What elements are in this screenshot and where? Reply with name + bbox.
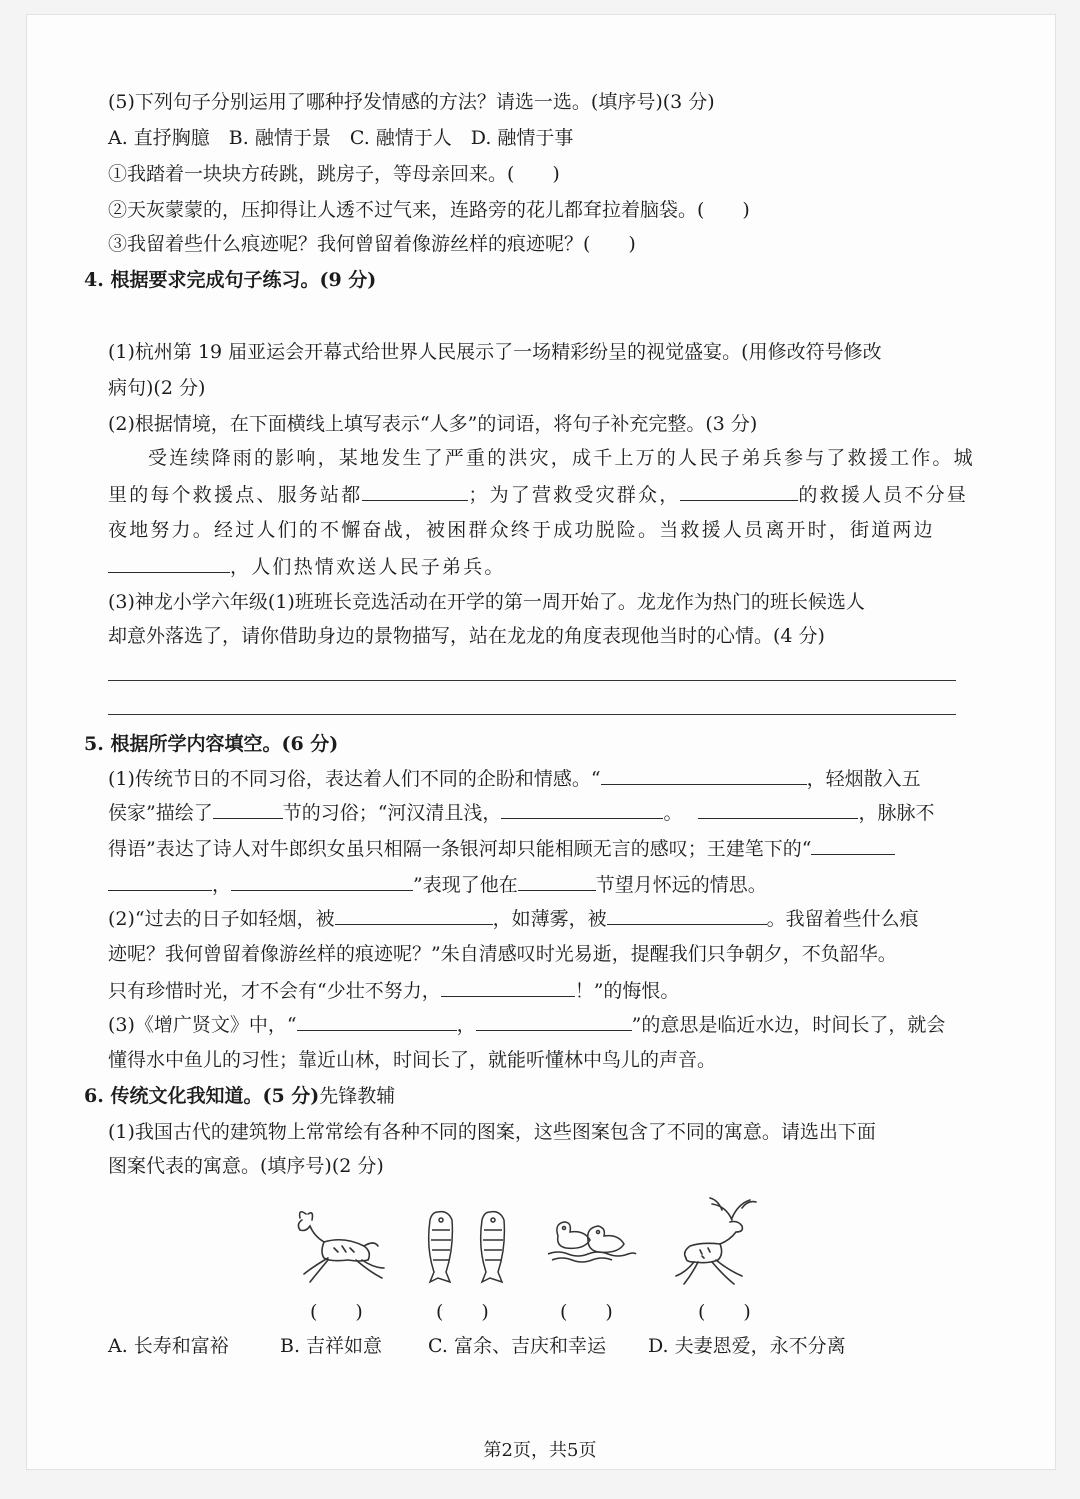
q5-2a: 侯家”描绘了: [108, 802, 213, 824]
q5-5b: ，如薄雾，被: [492, 908, 607, 930]
answer-blank[interactable]: [108, 870, 212, 891]
q5-8c: ”的意思是临近水边，时间长了，就会: [631, 1014, 946, 1036]
q3-5-sentence-1: ①我踏着一块块方砖跳，跳房子，等母亲回来。( ): [108, 163, 560, 185]
q5-1b: ，轻烟散入五: [806, 768, 921, 790]
answer-blank[interactable]: [518, 870, 596, 891]
q5-8a: (3)《增广贤文》中，“: [108, 1014, 297, 1036]
fish-pair-icon: [424, 1208, 510, 1286]
option-a: A. 长寿和富裕: [108, 1335, 229, 1357]
q4-story-2c: 的救援人员不分昼: [798, 484, 969, 506]
q4-2-prompt: (2)根据情境，在下面横线上填写表示“人多”的词语，将句子补充完整。(3 分): [108, 413, 758, 435]
q5-4b: ”表现了他在: [413, 874, 518, 896]
q4-story-line-3: 夜地努力。经过人们的不懈奋战，被困群众终于成功脱险。当救援人员离开时，街道两边: [108, 519, 935, 541]
q5-4a: ，: [212, 874, 232, 896]
answer-blank[interactable]: [441, 976, 575, 997]
answer-blank[interactable]: [213, 798, 283, 819]
q5-line-9: 懂得水中鱼儿的习性；靠近山林，时间长了，就能听懂林中鸟儿的声音。: [108, 1049, 717, 1071]
q5-5a: (2)“过去的日子如轻烟，被: [108, 908, 335, 930]
q4-3-line-1: (3)神龙小学六年级(1)班班长竞选活动在开学的第一周开始了。龙龙作为热门的班长候选人: [108, 591, 865, 613]
q5-2d: ，脉脉不: [858, 802, 935, 824]
goat-icon: [284, 1206, 388, 1286]
q5-8b: ，: [456, 1014, 476, 1036]
q5-line-3: [108, 834, 895, 863]
q4-story-4: ，人们热情欢送人民子弟兵。: [230, 556, 506, 578]
q5-line-1: [108, 764, 921, 793]
q6-1-line-2: 图案代表的寓意。(填序号)(2 分): [108, 1155, 384, 1177]
answer-blank[interactable]: [335, 904, 493, 925]
q5-line-5: [108, 904, 919, 933]
q6-title-tail: 先锋教辅: [319, 1085, 396, 1107]
q5-line-8: [108, 1010, 945, 1039]
q4-story-2a: 里的每个救援点、服务站都: [108, 484, 363, 506]
answer-blank[interactable]: [297, 1010, 457, 1031]
page-footer: 第2页，共5页: [483, 1440, 597, 1461]
answer-bracket[interactable]: ( ): [698, 1301, 751, 1323]
q5-7a: 只有珍惜时光，才不会有“少壮不努力，: [108, 980, 441, 1002]
answer-bracket[interactable]: ( ): [436, 1301, 489, 1323]
q5-7b: ！”的悔恨。: [574, 980, 680, 1002]
answer-blank[interactable]: [811, 834, 895, 855]
option-c: C. 富余、吉庆和幸运: [428, 1335, 606, 1357]
answer-blank[interactable]: [108, 552, 230, 573]
q3-5-options: A. 直抒胸臆 B. 融情于景 C. 融情于人 D. 融情于事: [108, 127, 574, 149]
q5-2b: 节的习俗；“河汉清且浅，: [282, 802, 502, 824]
answer-blank[interactable]: [231, 870, 413, 891]
answer-blank[interactable]: [476, 1010, 632, 1031]
q3-5-sentence-2: ②天灰蒙蒙的，压抑得让人透不过气来，连路旁的花儿都耷拉着脑袋。( ): [108, 199, 750, 221]
q4-3-line-2: 却意外落选了，请你借助身边的景物描写，站在龙龙的角度表现他当时的心情。(4 分): [108, 625, 825, 647]
q5-4c: 节望月怀远的情思。: [595, 874, 767, 896]
answer-line[interactable]: [108, 714, 956, 715]
q4-1-line-2: 病句)(2 分): [108, 377, 206, 399]
q3-5-prompt: (5)下列句子分别运用了哪种抒发情感的方法？请选一选。(填序号)(3 分): [108, 91, 715, 113]
answer-line[interactable]: [108, 680, 956, 681]
answer-blank[interactable]: [362, 480, 468, 501]
q5-title: 5. 根据所学内容填空。(6 分): [84, 733, 339, 755]
mandarin-ducks-icon: [544, 1212, 638, 1266]
q5-5c: 。我留着些什么痕: [766, 908, 919, 930]
answer-blank[interactable]: [607, 904, 767, 925]
q4-title: 4. 根据要求完成句子练习。(9 分): [84, 269, 377, 291]
q5-line-6: 迹呢？我何曾留着像游丝样的痕迹呢？”朱自清感叹时光易逝，提醒我们只争朝夕，不负韶华。: [108, 943, 897, 965]
option-d: D. 夫妻恩爱，永不分离: [648, 1335, 846, 1357]
deer-icon: [672, 1196, 776, 1288]
answer-blank[interactable]: [680, 480, 798, 501]
q6-title: 6. 传统文化我知道。(5 分): [84, 1085, 320, 1107]
q5-1a: (1)传统节日的不同习俗，表达着人们不同的企盼和情感。“: [108, 768, 601, 790]
q4-1-line-1: (1)杭州第 19 届亚运会开幕式给世界人民展示了一场精彩纷呈的视觉盛宴。(用修改符号修改: [108, 341, 882, 363]
answer-bracket[interactable]: ( ): [560, 1301, 613, 1323]
q5-2c: 。: [663, 802, 683, 824]
answer-blank[interactable]: [601, 764, 807, 785]
q5-line-4: [108, 870, 767, 899]
q4-story-line-2: [108, 480, 968, 509]
q3-5-sentence-3: ③我留着些什么痕迹呢？我何曾留着像游丝样的痕迹呢？( ): [108, 233, 636, 255]
answer-bracket[interactable]: ( ): [310, 1301, 363, 1323]
q4-story-line-1: 受连续降雨的影响，某地发生了严重的洪灾，成千上万的人民子弟兵参与了救援工作。城: [148, 447, 975, 469]
q6-1-line-1: (1)我国古代的建筑物上常常绘有各种不同的图案，这些图案包含了不同的寓意。请选出下面: [108, 1121, 876, 1143]
q5-line-7: [108, 976, 679, 1005]
answer-blank[interactable]: [698, 798, 858, 819]
q6-title-line: [84, 1082, 395, 1110]
q4-story-line-4: [108, 552, 506, 581]
answer-blank[interactable]: [501, 798, 663, 819]
q5-line-2: [108, 798, 934, 827]
option-b: B. 吉祥如意: [280, 1335, 383, 1357]
q5-3a: 得语”表达了诗人对牛郎织女虽只相隔一条银河却只能相顾无言的感叹；王建笔下的“: [108, 838, 812, 860]
q4-story-2b: ；为了营救受灾群众，: [468, 484, 681, 506]
